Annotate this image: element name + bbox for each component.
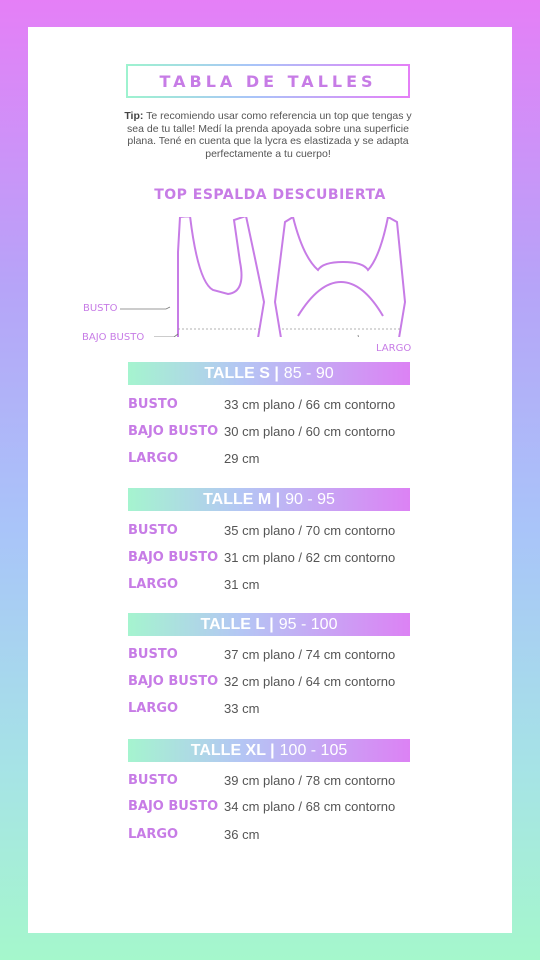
size-row (128, 773, 428, 793)
row-value: 30 cm plano / 60 cm contorno (224, 424, 396, 439)
row-value: 33 cm plano / 66 cm contorno (224, 397, 396, 412)
row-value: 33 cm (224, 701, 260, 716)
label-busto: BUSTO (83, 303, 118, 314)
size-name: TALLE S | (204, 364, 279, 382)
row-value: 36 cm (224, 827, 260, 842)
row-label: BAJO BUSTO (128, 424, 219, 439)
row-value: 35 cm plano / 70 cm contorno (224, 523, 396, 538)
title-box (126, 64, 410, 98)
size-name: TALLE L | (200, 615, 274, 633)
row-label: LARGO (128, 701, 179, 716)
size-row (128, 827, 428, 847)
row-label: BUSTO (128, 773, 178, 788)
product-title: TOP ESPALDA DESCUBIERTA (154, 187, 386, 203)
row-value: 29 cm (224, 451, 260, 466)
size-row (128, 523, 428, 543)
garment-diagram (28, 217, 512, 354)
size-row (128, 674, 428, 694)
row-value: 31 cm (224, 577, 260, 592)
row-value: 39 cm plano / 78 cm contorno (224, 773, 396, 788)
size-name: TALLE M | (203, 490, 281, 508)
row-label: BAJO BUSTO (128, 550, 219, 565)
back-view (275, 217, 405, 337)
size-range: 100 - 105 (279, 741, 348, 759)
row-value: 32 cm plano / 64 cm contorno (224, 674, 396, 689)
tip-text (118, 110, 418, 160)
tip-body: Te recomiendo usar como referencia un top que tengas y sea de tu talle! Medí la prenda apoyada sobre una superficie plana. Tené en cuenta que la lycra es elastizada y se adapta perfectamente a tu cuerpo! (127, 110, 412, 160)
front-view (178, 217, 264, 337)
row-label: BAJO BUSTO (128, 674, 219, 689)
size-header-s (128, 362, 410, 385)
size-range: 95 - 100 (278, 615, 338, 633)
row-label: LARGO (128, 827, 179, 842)
row-value: 34 cm plano / 68 cm contorno (224, 799, 396, 814)
label-largo: LARGO (376, 343, 412, 354)
size-header-m (128, 488, 410, 511)
label-bajo-busto: BAJO BUSTO (82, 332, 145, 343)
size-header-xl (128, 739, 410, 762)
row-label: LARGO (128, 577, 179, 592)
row-value: 31 cm plano / 62 cm contorno (224, 550, 396, 565)
size-range: 85 - 90 (283, 364, 334, 382)
page-title: TABLA DE TALLES (159, 71, 377, 91)
row-value: 37 cm plano / 74 cm contorno (224, 647, 396, 662)
top-illustration (28, 217, 512, 337)
size-row (128, 799, 428, 819)
tip-label: Tip: (124, 110, 144, 122)
size-row (128, 397, 428, 417)
size-guide-card (28, 27, 512, 933)
size-header-l (128, 613, 410, 636)
row-label: BUSTO (128, 397, 178, 412)
size-row (128, 424, 428, 444)
row-label: BUSTO (128, 523, 178, 538)
size-range: 90 - 95 (285, 490, 335, 508)
size-name: TALLE XL | (190, 741, 275, 759)
size-row (128, 550, 428, 570)
size-row (128, 701, 428, 721)
row-label: LARGO (128, 451, 179, 466)
size-row (128, 577, 428, 597)
row-label: BUSTO (128, 647, 178, 662)
size-row (128, 451, 428, 471)
row-label: BAJO BUSTO (128, 799, 219, 814)
size-row (128, 647, 428, 667)
